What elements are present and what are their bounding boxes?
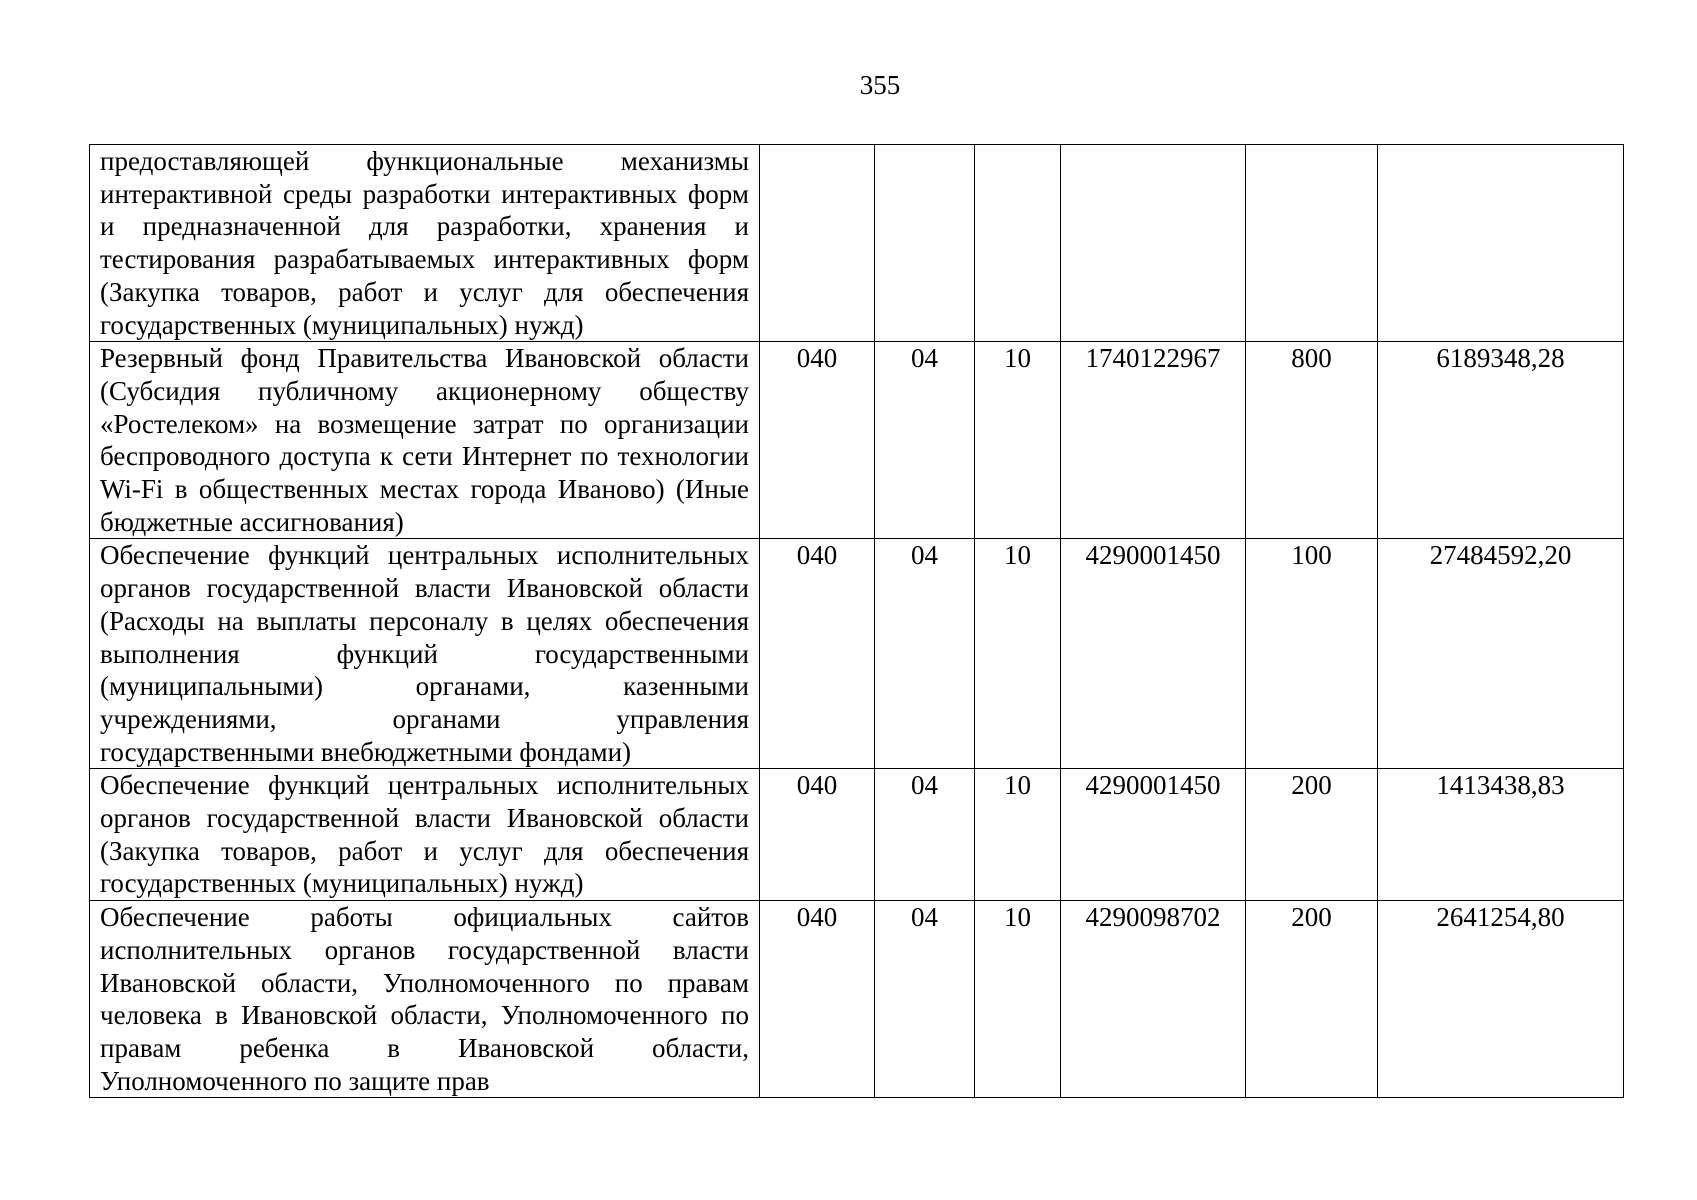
- amount: 6189348,28: [1378, 342, 1624, 539]
- table-row: [90, 901, 1624, 1098]
- section-code: 04: [875, 342, 975, 539]
- target-article-code: 1740122967: [1061, 342, 1246, 539]
- subsection-code: 10: [975, 769, 1061, 901]
- row-description: Резервный фонд Правительства Ивановской области (Субсидия публичному акционерному обществу «Ростелеком» на возмещение затрат по организации беспроводного доступа к сети Интернет по технологии Wi-Fi в общественных местах города Иваново) (Иные бюджетные ассигнования): [90, 342, 760, 539]
- expense-type-code: 200: [1246, 901, 1378, 1098]
- ministry-code: [760, 145, 875, 342]
- section-code: 04: [875, 539, 975, 769]
- row-description: Обеспечение работы официальных сайтов исполнительных органов государственной власти Ивановской области, Уполномоченного по правам человека в Ивановской области, Уполномоченного по правам ребенка в Ивановской области, Уполномоченного по защите прав: [90, 901, 760, 1098]
- expense-type-code: 100: [1246, 539, 1378, 769]
- ministry-code: 040: [760, 769, 875, 901]
- target-article-code: [1061, 145, 1246, 342]
- row-description: предоставляющей функциональные механизмы интерактивной среды разработки интерактивных форм и предназначенной для разработки, хранения и тестирования разрабатываемых интерактивных форм (Закупка товаров, работ и услуг для обеспечения государственных (муниципальных) нужд): [90, 145, 760, 342]
- expense-type-code: 800: [1246, 342, 1378, 539]
- row-description: Обеспечение функций центральных исполнительных органов государственной власти Ивановской области (Закупка товаров, работ и услуг для обеспечения государственных (муниципальных) нужд): [90, 769, 760, 901]
- ministry-code: 040: [760, 342, 875, 539]
- target-article-code: 4290098702: [1061, 901, 1246, 1098]
- subsection-code: 10: [975, 539, 1061, 769]
- table-row: [90, 769, 1624, 901]
- table-row: [90, 145, 1624, 342]
- amount: 1413438,83: [1378, 769, 1624, 901]
- amount: [1378, 145, 1624, 342]
- table-row: [90, 342, 1624, 539]
- section-code: 04: [875, 769, 975, 901]
- amount: 27484592,20: [1378, 539, 1624, 769]
- subsection-code: 10: [975, 342, 1061, 539]
- section-code: [875, 145, 975, 342]
- ministry-code: 040: [760, 901, 875, 1098]
- expense-type-code: [1246, 145, 1378, 342]
- section-code: 04: [875, 901, 975, 1098]
- table-row: [90, 539, 1624, 769]
- target-article-code: 4290001450: [1061, 769, 1246, 901]
- target-article-code: 4290001450: [1061, 539, 1246, 769]
- amount: 2641254,80: [1378, 901, 1624, 1098]
- subsection-code: [975, 145, 1061, 342]
- page-number: 355: [859, 70, 901, 100]
- row-description: Обеспечение функций центральных исполнительных органов государственной власти Ивановской области (Расходы на выплаты персоналу в целях обеспечения выполнения функций государственными (муниципальными) органами, казенными учреждениями, органами управления государственными внебюджетными фондами): [90, 539, 760, 769]
- subsection-code: 10: [975, 901, 1061, 1098]
- ministry-code: 040: [760, 539, 875, 769]
- budget-table: [89, 144, 1624, 1098]
- expense-type-code: 200: [1246, 769, 1378, 901]
